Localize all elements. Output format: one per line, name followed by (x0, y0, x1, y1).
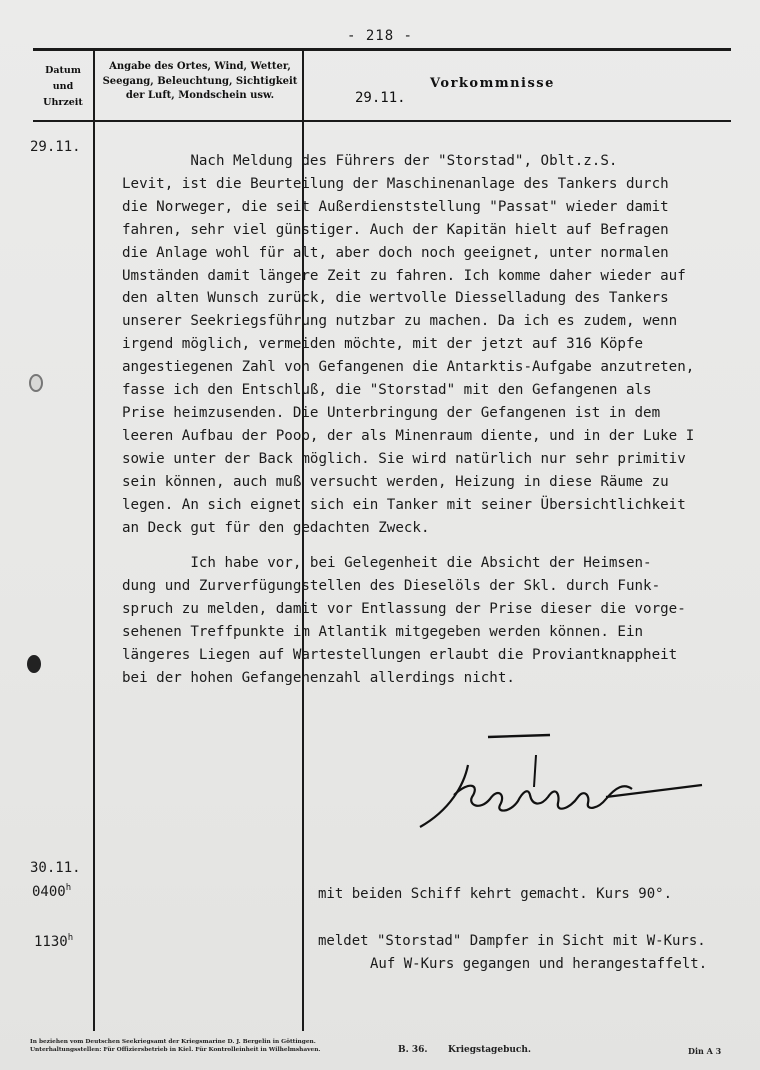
body-line: Nach Meldung des Führers der "Storstad", Oblt.z.S. (122, 153, 618, 169)
entry-time-3-suffix: h (67, 933, 74, 943)
body-line: den alten Wunsch zurück, die wertvolle Diesselladung des Tankers (122, 290, 669, 307)
body-line: leeren Aufbau der Poop, der als Minenraum diente, und in der Luke I (122, 427, 695, 444)
column-divider-datum (93, 49, 95, 1031)
body-line: angestiegenen Zahl von Gefangenen die Antarktis-Aufgabe anzutreten, (122, 359, 695, 376)
table-top-rule (33, 48, 731, 51)
body-line: Umständen damit längere Zeit zu fahren. Ich komme daher wieder auf (122, 267, 686, 284)
para2-line: längeres Liegen auf Wartestellungen erlaubt die Proviantknappheit (122, 646, 678, 663)
entry-text-paragraph-2 (122, 552, 686, 689)
body-line: die Norweger, die seit Außerdienststellung "Passat" wieder damit (122, 198, 669, 215)
para2-line: sehenen Treffpunkte im Atlantik mitgegeben werden können. Ein (122, 623, 644, 640)
para2-line: spruch zu melden, damit vor Entlassung der Prise dieser die vorge- (122, 600, 686, 617)
entry-date-2: 30.11. (30, 860, 81, 876)
entry-text-3b: Auf W-Kurs gegangen und herangestaffelt. (370, 956, 708, 972)
footer-printer-note: In beziehen vom Deutschen Seekriegsamt der Kriegsmarine D. J. Bergelin in Göttingen. Unterhaltungsstellen: Für Offiziersbetrieb in Kiel. Für Kontrolleinheit in Wilhelmshaven. (30, 1039, 321, 1053)
body-line: unserer Seekriegsführung nutzbar zu machen. Da ich es zudem, wenn (122, 313, 678, 330)
footer-paper-format: Din A 3 (688, 1046, 722, 1056)
footer-book-title: Kriegstagebuch. (448, 1045, 532, 1055)
body-line: an Deck gut für den gedachten Zweck. (122, 519, 430, 536)
punch-hole-icon (27, 655, 41, 673)
body-line: sein können, auch muß versucht werden, Heizung in diese Räume zu (122, 473, 669, 490)
column-header-vorkommnisse: Vorkommnisse (430, 76, 555, 91)
entry-time-3-value: 1130 (34, 934, 68, 950)
body-line: Levit, ist die Beurteilung der Maschinenanlage des Tankers durch (122, 175, 669, 192)
header-date: 29.11. (355, 90, 406, 106)
entry-date-1: 29.11. (30, 139, 81, 155)
body-line: legen. An sich eignet sich ein Tanker mit seiner Übersichtlichkeit (122, 496, 686, 513)
para2-line: bei der hohen Gefangenenzahl allerdings nicht. (122, 669, 515, 686)
entry-text-paragraph-1 (122, 150, 694, 539)
entry-text-3a: meldet "Storstad" Dampfer in Sicht mit W-Kurs. (318, 933, 706, 949)
body-line: sowie unter der Back möglich. Sie wird natürlich nur sehr primitiv (122, 450, 686, 467)
page-number: - 218 - (346, 28, 413, 44)
body-line: fahren, sehr viel günstiger. Auch der Kapitän hielt auf Befragen (122, 221, 669, 238)
body-line: fasse ich den Entschluß, die "Storstad" mit den Gefangenen als (122, 382, 652, 399)
entry-time-2-suffix: h (65, 883, 72, 893)
header-bottom-rule (33, 120, 731, 122)
entry-time-3 (34, 933, 73, 950)
column-header-datum: Datum und Uhrzeit (43, 65, 83, 108)
body-line: Prise heimzusenden. Die Unterbringung der Gefangenen ist in dem (122, 404, 661, 421)
entry-time-2 (32, 883, 71, 900)
punch-hole-icon (29, 374, 43, 392)
entry-text-2: mit beiden Schiff kehrt gemacht. Kurs 90°. (318, 886, 673, 902)
body-line: die Anlage wohl für alt, aber doch noch geeignet, unter normalen (122, 244, 669, 261)
footer-form-number: B. 36. (398, 1045, 428, 1055)
signature-rogge (410, 725, 710, 835)
para2-line: dung und Zurverfügungstellen des Dieselöls der Skl. durch Funk- (122, 577, 661, 594)
para2-line: Ich habe vor, bei Gelegenheit die Absicht der Heimsen- (122, 555, 652, 571)
entry-time-2-value: 0400 (32, 884, 66, 900)
column-header-ort: Angabe des Ortes, Wind, Wetter, Seegang, Beleuchtung, Sichtigkeit der Luft, Mondschein usw. (102, 61, 298, 101)
body-line: irgend möglich, vermeiden möchte, mit der jetzt auf 316 Köpfe (122, 336, 644, 353)
